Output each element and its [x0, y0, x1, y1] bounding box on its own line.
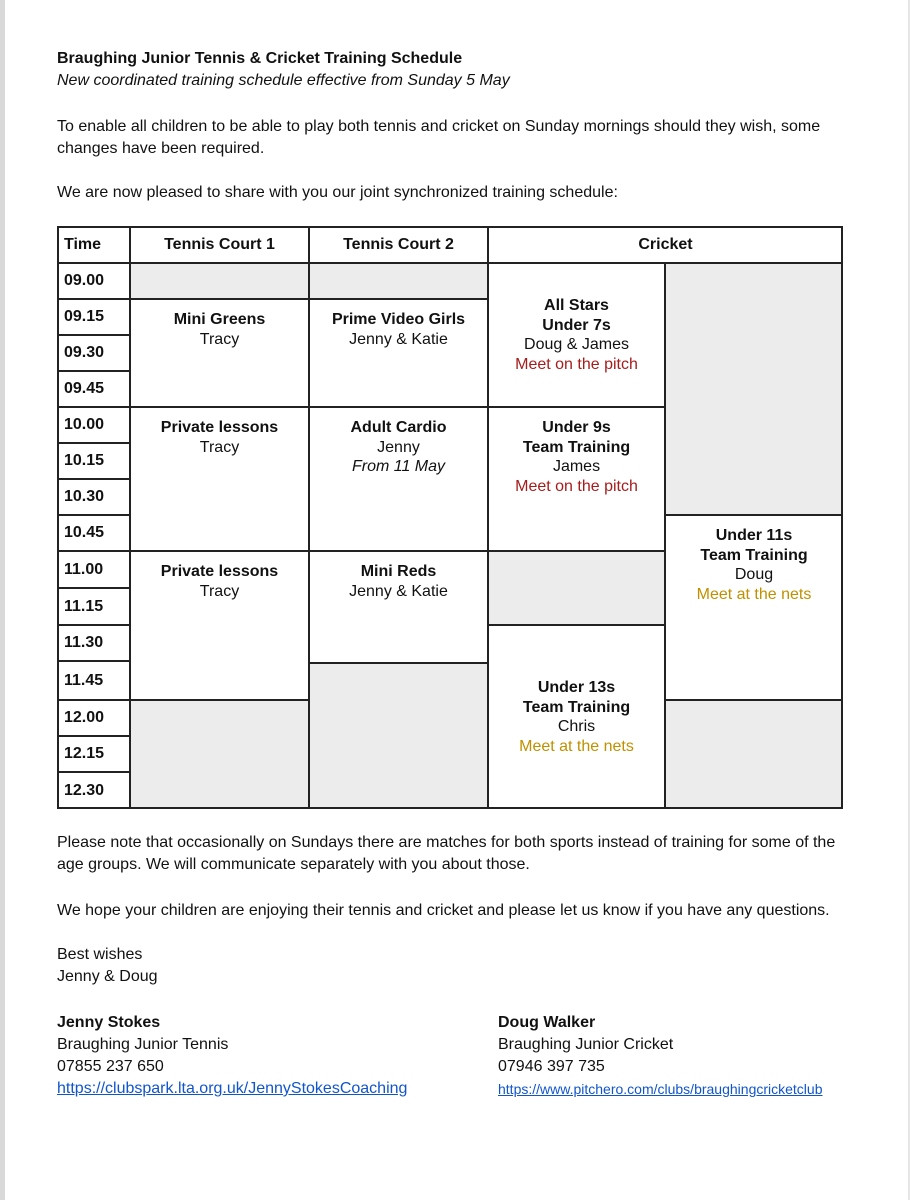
contact-phone: 07946 397 735 [498, 1058, 605, 1075]
cricket-session [488, 263, 665, 407]
time-slot: 12.30 [57, 772, 130, 809]
time-slot: 11.15 [57, 588, 130, 625]
signoff: Jenny & Doug [57, 968, 158, 985]
time-slot: 10.45 [57, 515, 130, 551]
contact-org: Braughing Junior Cricket [498, 1036, 674, 1053]
session-name: Mini Greens [173, 311, 266, 328]
session-coach: James [552, 458, 601, 475]
matches-note-line-2: age groups. We will communicate separately with you about those. [57, 856, 530, 873]
contact-org: Braughing Junior Tennis [57, 1036, 229, 1053]
intro-line-1: To enable all children to be able to play both tennis and cricket on Sunday mornings should they wish, some [57, 118, 821, 135]
court-1-unavailable [130, 263, 309, 299]
session-group: Team Training [700, 546, 808, 564]
session-coach: Jenny [377, 438, 420, 456]
session-group: Team Training [522, 698, 631, 716]
contact-cricket [498, 1012, 822, 1101]
session-name: Adult Cardio [350, 419, 447, 436]
court-2-unavailable [309, 663, 488, 809]
header-time: Time [57, 226, 130, 263]
meet-location: Meet on the pitch [515, 477, 638, 495]
session-name: Under 13s [537, 679, 616, 696]
header-cricket: Cricket [488, 226, 843, 263]
contact-name: Doug Walker [498, 1014, 596, 1031]
session-group: Under 7s [542, 316, 611, 334]
time-slot: 11.00 [57, 551, 130, 588]
session-name: Under 11s [715, 527, 793, 544]
session-coach: Tracy [199, 330, 240, 348]
meet-location: Meet on the pitch [515, 355, 638, 373]
intro-paragraph [57, 116, 820, 160]
time-slot: 11.30 [57, 625, 130, 661]
court-2-unavailable [309, 263, 488, 299]
session-coach: Doug & James [524, 336, 629, 353]
time-slot: 12.00 [57, 700, 130, 736]
matches-note-line-1: Please note that occasionally on Sundays there are matches for both sports instead of training for some of the [57, 834, 836, 851]
session-coach: Jenny & Katie [349, 330, 448, 348]
session-coach: Chris [557, 718, 596, 735]
session-group: Team Training [522, 438, 631, 456]
meet-location: Meet at the nets [696, 585, 812, 603]
session-coach: Tracy [199, 582, 240, 600]
court-1-unavailable [130, 700, 309, 809]
session-name: Mini Reds [360, 563, 437, 580]
court-2-session [309, 299, 488, 407]
contact-link[interactable]: https://clubspark.lta.org.uk/JennyStokesCoaching [57, 1080, 408, 1097]
session-name: Private lessons [160, 419, 279, 436]
share-line: We are now pleased to share with you our joint synchronized training schedule: [57, 184, 618, 201]
cricket-unavailable [488, 551, 665, 625]
session-note: From 11 May [351, 458, 446, 475]
intro-line-2: changes have been required. [57, 140, 265, 157]
cricket-session [488, 625, 665, 809]
session-name: Prime Video Girls [331, 311, 466, 328]
court-1-session [130, 551, 309, 700]
closing: Best wishes [57, 946, 143, 963]
time-slot: 09.15 [57, 299, 130, 335]
contact-phone: 07855 237 650 [57, 1058, 164, 1075]
session-coach: Doug [734, 566, 774, 583]
court-1-session [130, 299, 309, 407]
session-name: Under 9s [542, 419, 611, 436]
session-name: All Stars [544, 297, 609, 314]
cricket-session [488, 407, 665, 551]
court-2-session [309, 407, 488, 551]
time-slot: 09.00 [57, 263, 130, 299]
contact-tennis [57, 1012, 407, 1100]
document-title: Braughing Junior Tennis & Cricket Training Schedule [57, 50, 463, 67]
time-slot: 09.30 [57, 335, 130, 371]
page-edge [0, 0, 5, 1200]
court-2-session [309, 551, 488, 663]
matches-note [57, 832, 835, 876]
hope-line: We hope your children are enjoying their tennis and cricket and please let us know if you have any questions. [57, 902, 830, 919]
contact-link[interactable]: https://www.pitchero.com/clubs/braughingcricketclub [498, 1081, 823, 1097]
session-name: Private lessons [160, 563, 279, 580]
cricket-unavailable [665, 263, 843, 515]
header-court-2: Tennis Court 2 [309, 226, 488, 263]
header-court-1: Tennis Court 1 [130, 226, 309, 263]
cricket-session [665, 515, 843, 700]
document-subtitle: New coordinated training schedule effective from Sunday 5 May [57, 72, 510, 89]
cricket-unavailable [665, 700, 843, 809]
time-slot: 09.45 [57, 371, 130, 407]
time-slot: 10.30 [57, 479, 130, 515]
session-coach: Jenny & Katie [349, 582, 448, 600]
time-slot: 12.15 [57, 736, 130, 772]
contact-name: Jenny Stokes [57, 1014, 161, 1031]
court-1-session [130, 407, 309, 551]
time-slot: 10.15 [57, 443, 130, 479]
schedule-grid [57, 226, 843, 809]
time-slot: 10.00 [57, 407, 130, 443]
session-coach: Tracy [199, 438, 240, 456]
time-slot: 11.45 [57, 661, 130, 700]
meet-location: Meet at the nets [519, 737, 634, 755]
